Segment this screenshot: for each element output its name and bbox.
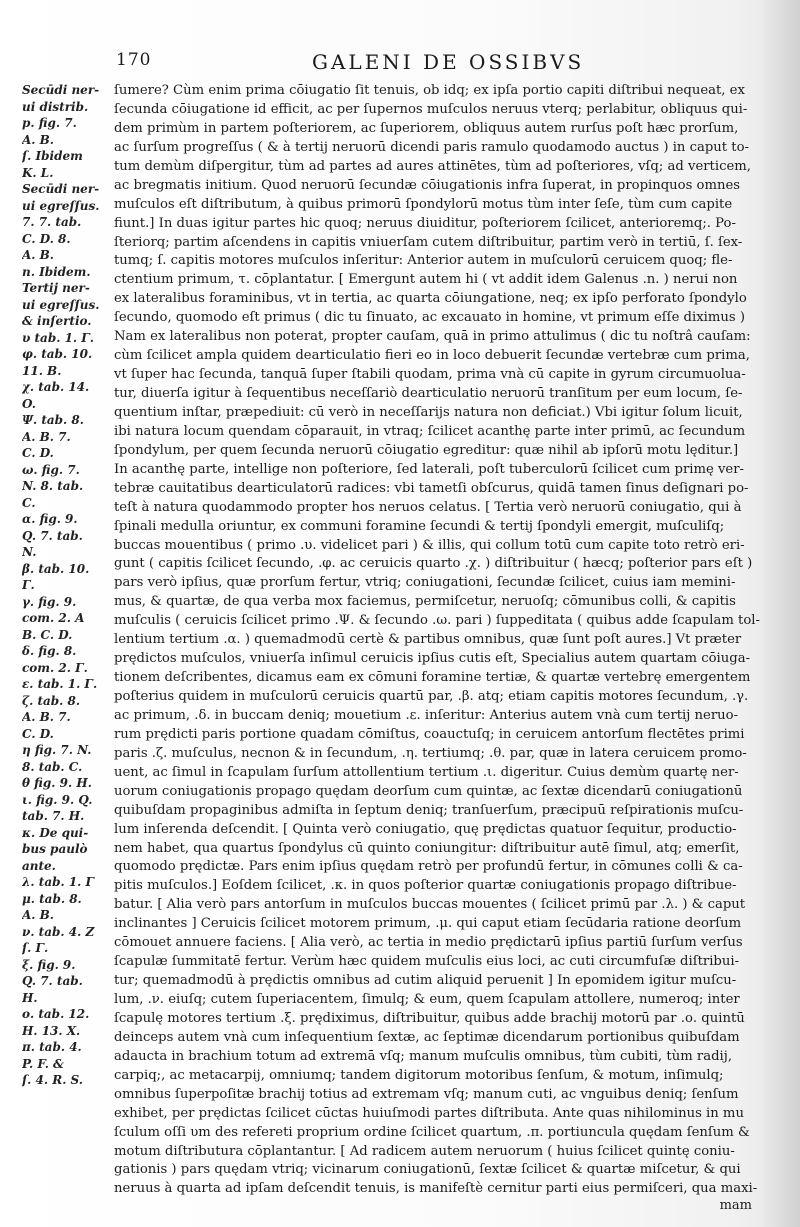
margin-note: ui distrib. [22, 99, 89, 114]
text-line: cùm ſcilicet ampla quidem dearticulatio fieri eo in loco debuerit ſecundæ vertebræ cum prima, [114, 348, 750, 364]
margin-note: C. D. [22, 446, 54, 460]
text-line: ſecundo, quomodo eſt primus ( dic tu ſinuato, ac excauato in homine, vt primum eſſe diximus ) [114, 310, 745, 326]
text-line: muſculos eſt diſtributum, à quibus primorū ſpondylorū motus tùm inter ſeſe, tùm cum capite [114, 196, 733, 212]
running-title: GALENI DE OSSIBVS [312, 50, 585, 74]
margin-note: ο. tab. 12. [22, 1007, 90, 1021]
margin-note: N. 8. tab. [22, 479, 84, 493]
margin-note: com. 2. A [22, 611, 85, 625]
margin-note: ſ. Ibidem [22, 149, 83, 163]
margin-note: H. [22, 990, 38, 1005]
margin-note: A. B. 7. [22, 710, 71, 724]
text-line: quomodo prędictæ. Pars enim ipſius quędam retrò per profundū fertur, in cōmunes colli & ca- [114, 859, 743, 875]
text-line: ſcapulę motores tertium .ξ. prędiximus, diſtribuitur, quibus adde brachij motorū par .ο. quintū [114, 1010, 745, 1026]
margin-note: ζ. tab. 8. [22, 693, 81, 708]
margin-note: ε. tab. 1. Γ. [22, 677, 98, 691]
margin-note: 11. B. [22, 363, 62, 378]
text-line: rum prędicti paris portione quadam cōmiſtus, coauctuſq; in ceruicem antorſum flectētes primi [114, 726, 745, 742]
text-line: ſpinali medulla oriuntur, ex communi foramine ſecundi & tertij ſpondyli emergit, muſculiſq; [114, 518, 725, 534]
text-line: lum, .ν. eiuſq; cutem ſuperiacentem, ſimulq; & eum, quem ſcapulam attollere, numeroq; inter [114, 992, 740, 1007]
margin-note: κ. De qui- [22, 825, 89, 840]
text-line: ac ſurſum progreſſus ( & à tertij neruorū dicendi paris ramulo quodamodo auctus ) in caput to- [114, 139, 749, 155]
margin-note: 8. tab. C. [22, 759, 83, 774]
margin-note: p. fig. 7. [22, 116, 77, 130]
margin-note: P. F. & [22, 1056, 64, 1071]
margin-note: A. B. [22, 908, 54, 922]
text-line: In acanthę parte, intellige non poſteriore, ſed laterali, poſt tuberculorū ſcilicet cum primę ver- [114, 461, 744, 477]
body-text [114, 82, 770, 1202]
margin-note: ſ. 4. R. S. [22, 1073, 83, 1087]
text-line: deinceps autem vnà cum inſequentium ſextæ, ac ſeptimæ dicendarum portionibus quibuſdam [114, 1029, 740, 1045]
text-line: nem habet, qua quartus ſpondylus cū quinto coniungitur: diſtribuitur autē ſimul, atq; emerſit, [114, 840, 740, 856]
margin-note: n. Ibidem. [22, 264, 91, 279]
margin-note: ω. fig. 7. [22, 462, 80, 477]
margin-note: γ. fig. 9. [22, 594, 77, 609]
text-line: ſumere? Cùm enim prima cōiugatio ſit tenuis, ob idq; ex ipſa portio capiti diſtribui nequeat, ex [114, 83, 745, 98]
margin-note: A. B. [22, 132, 54, 147]
margin-note: θ fig. 9. H. [22, 776, 92, 790]
margin-note: λ. tab. 1. Γ [22, 875, 95, 889]
text-line: tur, diuerſa igitur à ſequentibus neceſſariò dearticulatio neruorū tranſitum per eum locum, ſe- [114, 386, 743, 401]
margin-note: ι. fig. 9. Q. [22, 792, 93, 807]
margin-note: β. tab. 10. [22, 561, 90, 576]
margin-note: δ. fig. 8. [22, 644, 77, 658]
text-line: fiunt.] In duas igitur partes hic quoq; neruus diuiditur, poſteriorem ſcilicet, anterioremq;. Po- [114, 215, 736, 231]
text-line: tebræ cauitatibus dearticulatorū radices: vbi tametſi obſcurus, quidā tamen ſinus deſignari po- [114, 480, 749, 496]
margin-note: Ψ. tab. 8. [22, 413, 84, 427]
text-line: ſecunda cōiugatione id efficit, ac per ſupernos muſculos neruus vterq; perlabitur, obliquus qui- [114, 101, 748, 117]
margin-note: N. [22, 545, 37, 559]
margin-note: χ. tab. 14. [22, 380, 90, 394]
text-line: ibi natura locum quendam cōparauit, in vtraq; ſcilicet acanthę parte inter primū, ac ſecundum [114, 423, 746, 439]
text-line: gunt ( capitis ſcilicet ſecundo, .φ. ac ceruicis quarto .χ. ) diſtribuitur ( hæcq; poſterior pars eſt ) [114, 556, 753, 572]
margin-note: η fig. 7. N. [22, 743, 92, 757]
margin-note: B. C. D. [22, 627, 73, 642]
text-line: ſcapulæ ſummitatē fertur. Verùm hæc quidem muſculis eius loci, ac cuti circumfuſæ diſtribui- [114, 954, 740, 970]
margin-note: H. 13. X. [22, 1023, 81, 1038]
text-line: vt ſuper hac ſecunda, tanquā ſuper ſtabili quodam, prima vnà cū capite in gyrum circumuolua- [114, 367, 746, 383]
page-number: 170 [116, 50, 152, 70]
margin-note: φ. tab. 10. [22, 347, 93, 361]
text-line: ex lateralibus foraminibus, vt in tertia, ac quarta cōiungatione, neq; ex ipſo perforato ſpondylo [114, 291, 747, 307]
margin-note: C. D. 8. [22, 231, 71, 246]
margin-note: & inſertio. [22, 314, 92, 328]
text-line: ſteriorq; partim aſcendens in capitis vniuerſam cutem diſtribuitur, partim verò in tertiū, ſ. ſex- [114, 234, 743, 250]
margin-note: tab. 7. H. [22, 809, 85, 823]
page-edge-shadow [760, 0, 800, 1227]
margin-note: Secūdi ner- [22, 182, 100, 196]
text-line: ac bregmatis initium. Quod neruorū ſecundæ cōiugationis infra ſuperat, in propinquos omnes [114, 177, 741, 193]
text-line: cōmouet annuere faciens. [ Alia verò, ac tertia in medio prędictarū ipſius partiū ſurſum verſus [114, 935, 743, 951]
text-line: pitis muſculos.] Eoſdem ſcilicet, .κ. in quos poſterior quartæ coniugationis propago diſtribue- [114, 878, 737, 894]
margin-note: C. D. [22, 726, 54, 741]
margin-note: ui egreſſus. [22, 297, 100, 312]
text-line: quibuſdam propaginibus admiſta in ſeptum deniq; tranſuerſum, præcipuū reſpirationis muſcu- [114, 802, 744, 818]
text-line: pars verò ipſius, quæ prorſum fertur, vtriq; coniugationi, ſecundæ ſcilicet, cuius iam memini- [114, 575, 736, 591]
margin-note: com. 2. Γ. [22, 660, 88, 675]
text-line: tur; quemadmodū à prędictis omnibus ad cutim aliquid peruenit ] In epomidem igitur muſcu- [114, 973, 737, 989]
text-line: ctentium primum, τ. cōplantatur. [ Emergunt autem hi ( vt addit idem Galenus .n. ) nerui non [114, 272, 738, 288]
text-line: ſpondylum, per quem ſecunda neruorū cōiugatio egreditur: quæ nihil ab ipſorū motu lęditur.] [114, 442, 739, 458]
text-line: ac primum, .δ. in buccam deniq; mouetium .ε. inſeritur: Anterius autem vnà cum tertij neruo- [114, 707, 739, 723]
text-line: teſt à natura quodammodo propter hos neruos celatus. [ Tertia verò neruorū coniugatio, qui à [114, 499, 742, 515]
margin-note: ν. tab. 4. Z [22, 924, 95, 939]
text-line: buccas mouentibus ( primo .υ. videlicet pari ) & illis, qui collum totū cum capite toto retrò eri- [114, 537, 745, 553]
text-line: ſculum oſſi υm des refereti proprium ordine ſcilicet quartum, .π. portiuncula quędam ſenſum & [114, 1124, 750, 1140]
text-line: prędictos muſculos, vniuerſa inſimul ceruicis ipſius cutis eſt, Specialius autem quartam cōiuga- [114, 651, 751, 667]
text-line: muſculis ( ceruicis ſcilicet primo .Ψ. & ſecundo .ω. pari ) ſuppeditata ( quibus adde ſcapulam tol- [114, 613, 760, 629]
margin-note: bus paulò [22, 842, 88, 856]
text-line: omnibus ſuperpoſitæ brachij totius ad extremam vſq; manum cuti, ac vnguibus deniq; ſenſum [114, 1086, 739, 1102]
margin-note: A. B. 7. [22, 429, 71, 444]
margin-note: ante. [22, 858, 56, 873]
text-line: uent, ac ſimul in ſcapulam ſurſum attollentium tertium .ι. digeritur. Cuius demùm quartę ner- [114, 764, 739, 780]
margin-note: Tertij ner- [22, 281, 90, 295]
text-line: batur. [ Alia verò pars antorſum in muſculos buccas mouentes ( ſcilicet primū par .λ. ) & caput [114, 897, 746, 913]
margin-note: C. [22, 495, 36, 510]
text-line: motum diſtributura cōplantantur. [ Ad radicem autem neruorum ( huius ſcilicet quintę coniu- [114, 1143, 735, 1159]
margin-note: 7. 7. tab. [22, 215, 82, 229]
margin-note: υ tab. 1. Γ. [22, 330, 94, 345]
text-line: gationis ) pars quędam vtriq; vicinarum coniugationū, ſextæ ſcilicet & quartæ miſcetur, & qui [114, 1162, 741, 1178]
page-header [116, 44, 716, 74]
margin-note: Q. 7. tab. [22, 974, 83, 988]
text-line: uorum coniugationis propago quędam deorſum cum quintæ, ac ſextæ dicendarū coniugationū [114, 783, 743, 799]
text-line: adaucta in brachium totum ad extremā vſq; manum muſculis omnibus, tùm cubiti, tùm radij, [114, 1048, 733, 1064]
margin-note: π. tab. 4. [22, 1040, 82, 1054]
text-line: Nam ex lateralibus non poterat, propter cauſam, quā in primo attulimus ( dic tu noſtrâ cauſam: [114, 329, 751, 345]
margin-note: ξ. fig. 9. [22, 957, 76, 972]
text-line: dem primùm in partem poſteriorem, ac ſuperiorem, obliquus autem rurſus poſt hæc prorſum, [114, 120, 739, 136]
text-line: exhibet, per prędictas ſcilicet cūctas huiuſmodi partes diſtributa. Ante quas nihilominus in mu [114, 1105, 744, 1121]
margin-note: α. fig. 9. [22, 512, 78, 526]
text-line: lum inſerenda deſcendit. [ Quinta verò coniugatio, quę prędictas quatuor ſequitur, productio- [114, 821, 737, 837]
text-line: poſterius quidem in muſculorū ceruicis quartū par, .β. atq; etiam capitis motores ſecundum, .γ. [114, 689, 749, 704]
margin-note: ui egreſſus. [22, 198, 100, 213]
margin-note: Γ. [22, 578, 35, 592]
margin-note: O. [22, 396, 36, 411]
margin-note: ſ. Γ. [22, 941, 49, 955]
margin-note: Secūdi ner- [22, 83, 100, 97]
text-line: tumq; ſ. capitis motores muſculos inſeritur: Anterior autem in muſculorū ceruicem quoq; fle- [114, 253, 733, 269]
text-line: carpiq;, ac metacarpij, omniumq; tandem digitorum motoribus ſenſum, & motum, inſimulq; [114, 1067, 724, 1083]
text-line: tum demùm diſpergitur, tùm ad partes ad aures attinētes, tùm ad poſteriores, vſq; ad verticem, [114, 158, 751, 174]
margin-note: K. L. [22, 165, 54, 180]
text-line: paris .ζ. muſculus, necnon & in ſecundum, .η. tertiumq; .θ. par, quæ in latera ceruicem promo- [114, 745, 747, 761]
text-line: neruus à quarta ad ipſam deſcendit tenuis, is manifeſtè cernitur parti eius permiſceri, qua maxi- [114, 1181, 758, 1197]
text-line: lentium tertium .α. ) quemadmodū certè & partibus omnibus, quæ ſunt poſt aures.] Vt præter [114, 632, 742, 648]
text-line: mus, & quartæ, de qua verba mox faciemus, permiſcetur, neruoſq; cōmunibus colli, & capitis [114, 594, 736, 610]
margin-note: A. B. [22, 248, 54, 262]
text-line: quentium inſtar, præpediuit: cū verò in neceſſarijs natura non deficiat.) Vbi igitur ſolum licuit, [114, 404, 743, 420]
catchword: mam [719, 1198, 752, 1213]
margin-note: μ. tab. 8. [22, 891, 82, 906]
margin-notes [22, 82, 110, 1202]
text-line: tionem deſcribentes, dicamus eam ex cōmuni foramine tertiæ, & quartæ vertebrę emergentem [114, 670, 751, 686]
margin-note: Q. 7. tab. [22, 528, 83, 543]
text-line: inclinantes ] Ceruicis ſcilicet motorem primum, .μ. qui caput etiam ſecūdaria ratione deorſum [114, 916, 742, 932]
